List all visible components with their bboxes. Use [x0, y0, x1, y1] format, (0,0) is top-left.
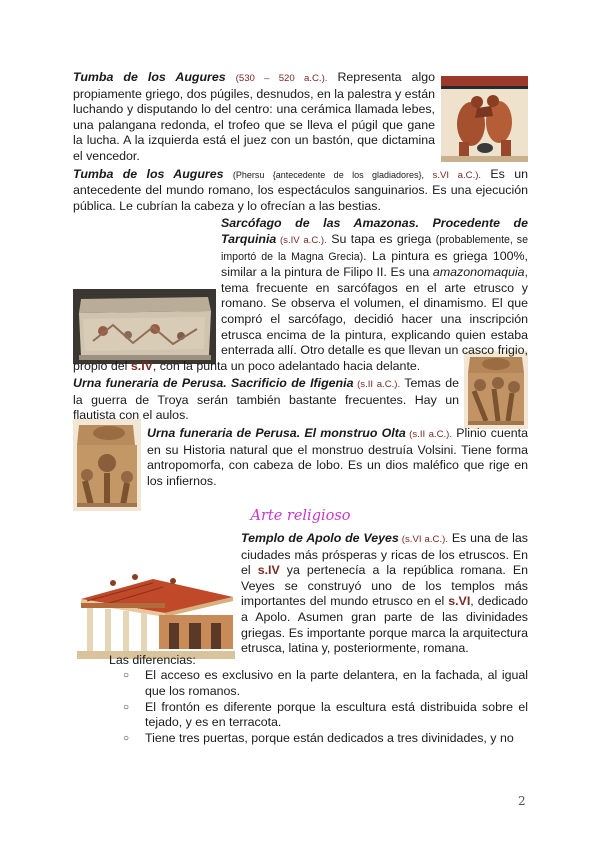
list-item: ○ El frontón es diferente porque la escultura está distribuida sobre el tejado, y es en terracota.: [123, 699, 528, 730]
augures-paragraph: [73, 70, 435, 165]
amazonas-century: s.IV: [130, 358, 153, 373]
augures-phersu-paragraph: [73, 167, 528, 215]
document-page: [73, 70, 528, 746]
augures-text: Representa algo propiamente griego, dos púgiles, desnudos, en la palestra y están luchando y disputando lo del centro: una cerámica llamada lebes, una palangana redonda, el trofeo que se lleva el púgil que gane la lucha. A la izquierda está el juez con un bastón, que dictamina el vencedor.: [73, 70, 435, 163]
apolo-century-b: s.VI: [448, 594, 471, 609]
apolo-paragraph-wrap: [73, 531, 528, 657]
amazonas-date: (s.IV a.C.).: [276, 234, 327, 246]
apolo-text-c: , dedicado a Apolo. Asumen gran parte de las divinidades griegas. Es importante porque marca la arquitectura etrusca, latina y, posteriormente, romana.: [241, 594, 529, 656]
amazonas-note: (probablemente, se importó de la Magna Grecia): [221, 233, 528, 263]
page-number: 2: [518, 794, 526, 808]
amazonas-text-b: . La pintura es griega 100%, similar a la pintura de Filipo II. Es una: [221, 248, 528, 280]
amazonas-text-c: , tema frecuente en sarcófagos en el arte etrusco y romano. Se observa el volumen, el dinamismo. El que compró el sarcófago, decidió hacer una inscripción etrusca encima de la pintura, explicando quien estaba enterrada allí. Otro detalle es que llevan un casco frigio, propio del: [73, 265, 528, 373]
ifigenia-date: (s.II a.C.).: [353, 379, 401, 391]
olta-paragraph: [147, 426, 528, 489]
apolo-date: (s.VI a.C.).: [398, 534, 449, 546]
amazonas-float-spacer: [73, 278, 221, 354]
amazonas-term: amazonomaquia: [432, 265, 525, 280]
diferencias-list: [109, 668, 528, 746]
olta-text: Plinio cuenta en su Historia natural que el monstruo destruía Volsini. Tiene forma antropomorfa, con cabeza de lobo. Es un dios maléfico que rige en los infiernos.: [147, 426, 528, 488]
phersu-note: (Phersu {antecedente de los gladiadores},: [232, 169, 425, 180]
augures-phersu-text: Es un antecedente del mundo romano, los espectáculos sanguinarios. Es una ejecución pública. Le cubrían la cabeza y lo ofrecían a las bestias.: [73, 166, 528, 213]
olta-date: (s.II a.C.).: [405, 429, 453, 441]
apolo-title: Templo de Apolo de Veyes: [241, 531, 399, 546]
augures-date: (530 – 520 a.C.).: [235, 73, 328, 84]
amazonas-title: Sarcófago de las Amazonas. Procedente de Tarquinia: [221, 216, 528, 246]
ifigenia-paragraph: [73, 376, 459, 424]
amazonas-paragraph-wrap: [73, 216, 528, 374]
apolo-century-a: s.IV: [257, 563, 280, 578]
bullet-icon: ○: [123, 670, 130, 682]
amazonas-text-d: , con la punta un poco adelantado hacia delante.: [152, 358, 421, 373]
section-title-arte-religioso: Arte religioso: [250, 508, 351, 525]
ifigenia-text: Temas de la guerra de Troya serán también bastante frecuentes. Hay un flautista con el aulos.: [73, 376, 459, 423]
olta-title: Urna funeraria de Perusa. El monstruo Olta: [147, 426, 406, 441]
diferencias-label: Las diferencias:: [109, 652, 196, 667]
amazonas-text-a: Su tapa es griega: [326, 231, 436, 246]
augures-phersu-date: s.VI a.C.).: [424, 169, 482, 181]
list-item: ○ Tiene tres puertas, porque están dedicados a tres divinidades, y no: [123, 730, 514, 745]
apolo-text-a: Es una de las ciudades más prósperas y ricas de los etruscos. En el: [241, 531, 529, 578]
list-item: ○ El acceso es exclusivo en la parte delantera, en la fachada, al igual que los romanos.: [123, 668, 528, 698]
apolo-float-spacer: [73, 547, 241, 647]
ifigenia-title: Urna funeraria de Perusa. Sacrificio de Ifigenia: [73, 376, 354, 391]
apolo-text-b: ya pertenecía a la república romana. En Veyes se construyó uno de los templos más importantes del mundo etrusco en el: [241, 563, 529, 609]
augures-title: Tumba de los Augures: [73, 70, 226, 84]
bullet-icon: ○: [123, 701, 130, 713]
augures-phersu-title: Tumba de los Augures: [73, 166, 224, 181]
bullet-icon: ○: [123, 732, 130, 744]
